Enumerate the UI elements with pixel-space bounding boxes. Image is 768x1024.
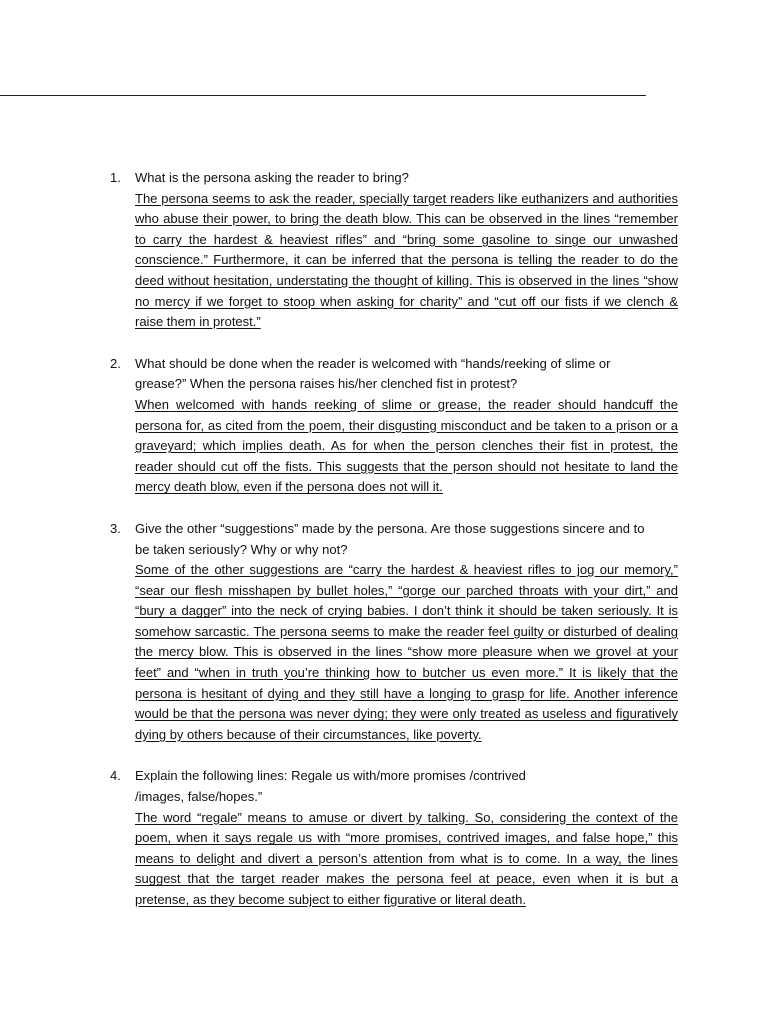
question-number: 4. [110,768,121,784]
question-number: 1. [110,170,121,185]
question-line: /images, false/hopes.” [135,789,263,805]
question-number: 2. [110,355,121,371]
question-item-4 [0,766,768,910]
answer-text: The persona seems to ask the reader, specially target readers like euthanizers and authorities who abuse their power, to bring the death blow. This can be observed in the lines “remember to carry the hardest & heaviest rifles” and “bring some gasoline to singe our unwashed conscience.” Furthermore, it can be inferred that the persona is telling the reader to do the deed without hesitation, understating the thought of killing. This is observed in the lines “show no mercy if we forget to stoop when asking for charity” and “cut off our fists if we clench & raise them in protest.” [135,190,678,330]
question-line: grease?” When the persona raises his/her clenched fist in protest? [135,376,518,392]
question-item-1 [0,168,768,333]
answer-text: The word “regale” means to amuse or divert by talking. So, considering the context of the poem, when it says regale us with “more promises, contrived images, and false hope,” this means to delight and divert a person’s attention from what is to come. In a way, the lines suggest that the target reader makes the persona feel at peace, even when it is but a pretense, as they become subject to either figurative or literal death. [135,809,678,907]
question-number: 3. [110,520,121,536]
answer-text: Some of the other suggestions are “carry the hardest & heaviest rifles to jog our memory,” “sear our flesh misshapen by bullet holes,” “gorge our parched throats with your dirt,” and “bury a dagger” into the neck of crying babies. I don’t think it should be taken seriously. It is somehow sarcastic. The persona seems to make the reader feel guilty or disturbed of dealing the mercy blow. This is observed in the lines “show more pleasure when we grovel at your feet” and “when in truth you’re thinking how to butcher us even more.” It is likely that the persona is hesitant of dying and they still have a longing to grasp for life. Another inference would be that the persona was never dying; they were only treated as useless and figuratively dying by others because of their circumstances, like poverty. [135,562,678,742]
question-item-3 [0,519,768,746]
question-item-2 [0,354,768,498]
question-text [135,766,678,807]
question-line: Give the other “suggestions” made by the persona. Are those suggestions sincere and to [135,520,645,536]
question-line: be taken seriously? Why or why not? [135,541,348,557]
question-line: Explain the following lines: Regale us with/more promises /contrived [135,768,526,784]
header-rule [0,95,646,96]
answer-text: When welcomed with hands reeking of slime or grease, the reader should handcuff the persona for, as cited from the poem, their disgusting misconduct and be taken to a prison or a graveyard; which implies death. As for when the person clenches their fist in protest, the reader should cut off the fists. This suggests that the person should not hesitate to land the mercy death blow, even if the persona does not will it. [135,396,678,495]
question-text [135,519,678,560]
question-list [0,168,768,932]
question-text [135,168,678,189]
question-text [135,354,678,395]
question-line: What is the persona asking the reader to bring? [135,170,409,185]
question-line: What should be done when the reader is welcomed with “hands/reeking of slime or [135,355,611,371]
